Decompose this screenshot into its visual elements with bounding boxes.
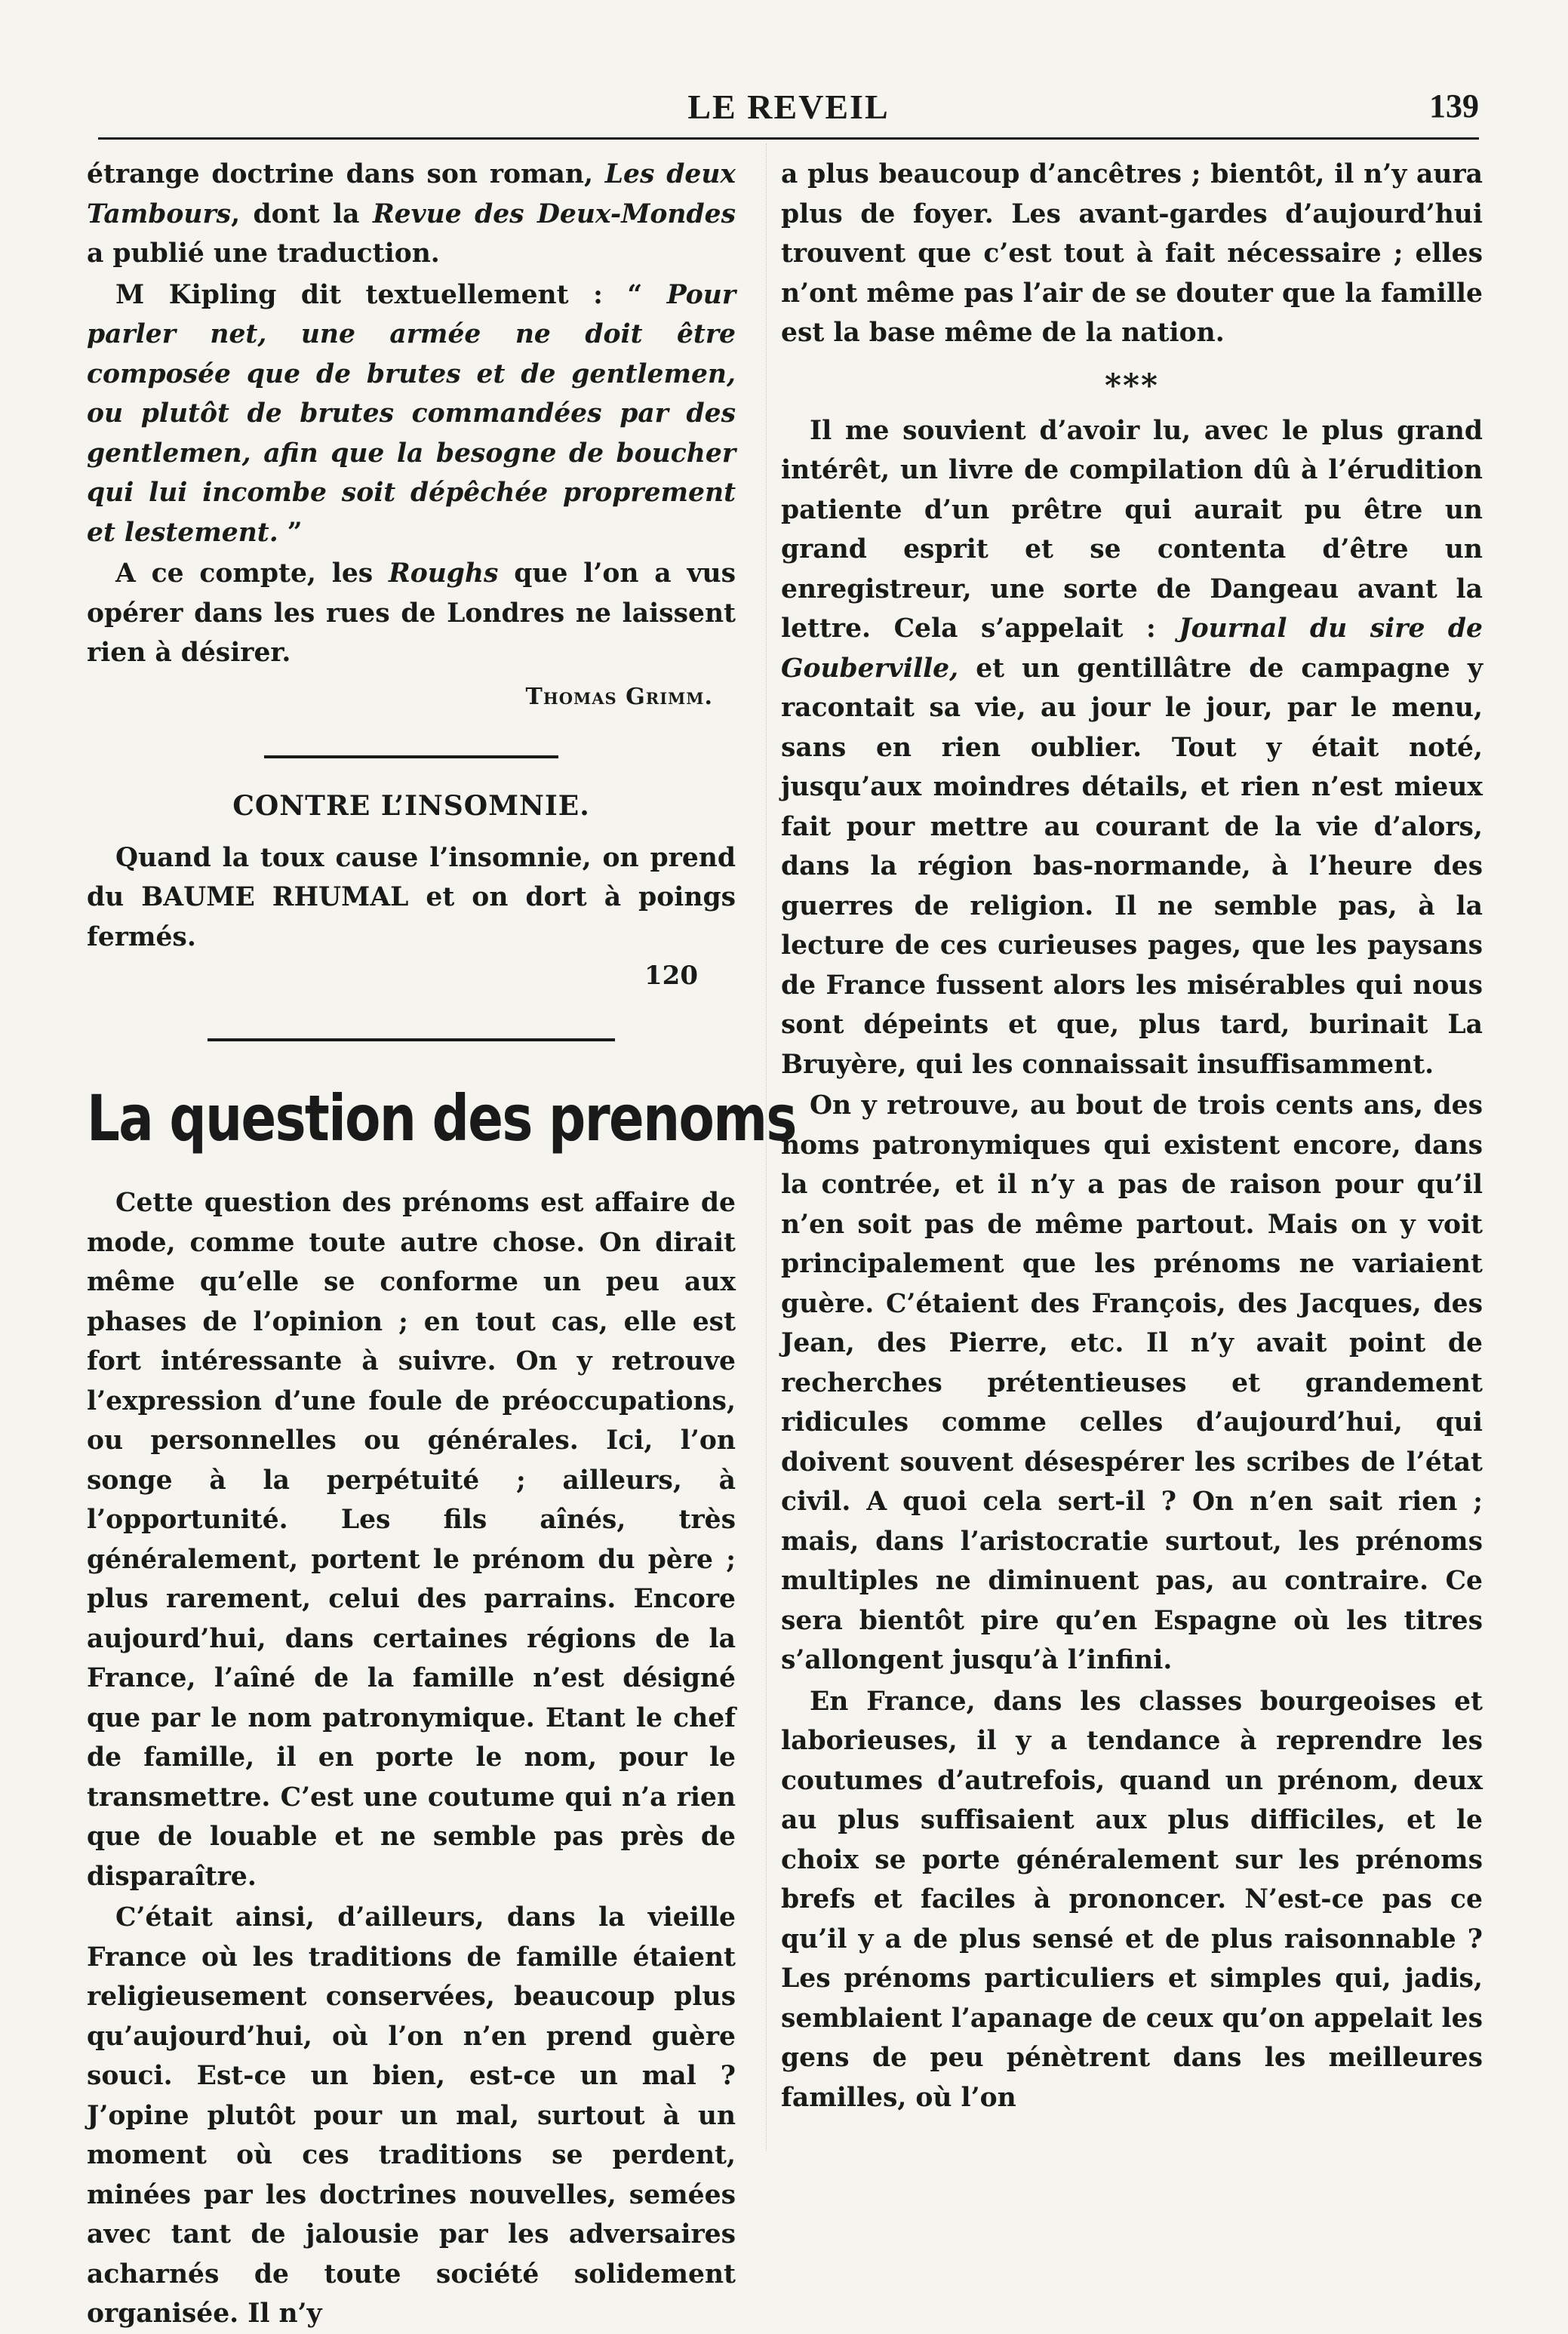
paragraph: En France, dans les classes bourgeoises et laborieuses, il y a tendance à reprendre les coutumes d’autrefois, quand un prénom, deux au plus suffisaient aux plus difficiles, et le choix se porte généralement sur les prénoms brefs et faciles à prononcer. N’est-ce pas ce qu’il y a de plus sensé et de plus raisonnable ? Les prénoms particuliers et simples qui, jadis, semblaient l’apanage de ceux qu’on appelait les gens de peu pénètrent dans les meilleures familles, où l’on (781, 1686, 1483, 2113)
text-run: ” (278, 517, 303, 548)
author-signature: Thomas Grimm. (525, 683, 713, 710)
right-column (781, 155, 1483, 2117)
paragraph (781, 411, 1483, 1085)
running-title: LE REVEIL (687, 88, 890, 126)
text-run: et un gentillâtre de campagne y racontait sa vie, au jour le jour, par le menu, sans en rien oublier. Tout y était noté, jusqu’aux moindres détails, et rien n’est mieux fait pour mettre au courant de la vie d’alors, dans la région bas-normande, à l’heure des guerres de religion. Il ne semble pas, à la lecture de ces curieuses pages, que les paysans de France fussent alors les misérables qui nous sont dépeints et que, plus tard, burinait La Bruyère, qui les connaissait insuffisamment. (781, 653, 1483, 1080)
text-run: , dont la (231, 198, 373, 229)
section-rule (264, 755, 558, 758)
ad-title: CONTRE L’INSOMNIE. (232, 789, 590, 822)
italic-run: Roughs (389, 558, 499, 589)
ad-number: 120 (644, 961, 698, 991)
asterism-separator: *** (1105, 366, 1159, 404)
page-header (98, 72, 1479, 132)
paragraph: On y retrouve, au bout de trois cents ans, des noms patronymiques qui existent encore, dans la contrée, et il n’y a pas de raison pour qu’il n’en soit pas de même partout. Mais on y voit principalement que les prénoms ne variaient guère. C’étaient des François, des Jacques, des Jean, des Pierre, etc. Il n’y avait point de recherches prétentieuses et grandement ridicules comme celles d’aujourd’hui, qui doivent souvent désespérer les scribes de l’état civil. A quoi cela sert-il ? On n’en sait rien ; mais, dans l’aristocratie surtout, les prénoms multiples ne diminuent pas, au contraire. Ce sera bientôt pire qu’en Espagne où les titres s’allongent jusqu’à l’infini. (781, 1090, 1483, 1675)
paragraph-kipling-quote (87, 275, 736, 553)
text-run: Il me souvient d’avoir lu, avec le plus grand intérêt, un livre de compilation dû à l’érudition patiente d’un prêtre qui aurait pu être un grand esprit et se contenta d’être un enregistreur, une sorte de Dangeau avant la lettre. Cela s’appelait : (781, 415, 1483, 644)
section-rule (208, 1038, 615, 1041)
italic-run: Revue des Deux-Mondes (372, 198, 736, 229)
text-run: que l’on a vus opérer dans les rues de Londres ne laissent rien à désirer. (87, 558, 736, 668)
text-run: M Kipling dit textuellement : “ (115, 279, 667, 310)
text-run: étrange doctrine dans son roman, (87, 159, 605, 189)
page-number: 139 (1429, 88, 1479, 125)
paragraph (87, 155, 736, 274)
left-column (87, 155, 796, 2334)
text-run: a publié une traduction. (87, 238, 440, 269)
ad-text: Quand la toux cause l’insomnie, on prend du BAUME RHUMAL et on dort à poings fermés. (87, 842, 736, 952)
article-title: La question des prenoms (87, 1081, 796, 1155)
header-rule (98, 137, 1479, 140)
paragraph: C’était ainsi, d’ailleurs, dans la vieille France où les traditions de famille étaient religieusement conservées, beaucoup plus qu’aujourd’hui, où l’on n’en prend guère souci. Est-ce un bien, est-ce un mal ? J’opine plutôt pour un mal, surtout à un moment où ces traditions se perdent, minées par les doctrines nouvelles, semées avec tant de jalousie par les adversaires acharnés de toute société solidement organisée. Il n’y (87, 1902, 736, 2329)
italic-run: Journal du sire de Gouberville, (781, 613, 1483, 684)
text-run: A ce compte, les (115, 558, 389, 589)
paragraph: Cette question des prénoms est affaire de mode, comme toute autre chose. On dirait même qu’elle se conforme un peu aux phases de l’opinion ; en tout cas, elle est fort intéressante à suivre. On y retrouve l’expression d’une foule de préoccupations, ou personnelles ou générales. Ici, l’on songe à la perpétuité ; ailleurs, à l’opportunité. Les fils aînés, très généralement, portent le prénom du père ; plus rarement, celui des parrains. Encore aujourd’hui, dans certaines régions de la France, l’aîné de la famille n’est désigné que par le nom patronymique. Etant le chef de famille, il en porte le nom, pour le transmettre. C’est une coutume qui n’a rien que de louable et ne semble pas près de disparaître. (87, 1188, 736, 1892)
italic-run: Les deux Tambours (87, 159, 736, 229)
italic-quote: Pour parler net, une armée ne doit être composée que de brutes et de gentlemen, ou plutôt de brutes commandées par des gentlemen, afin que la besogne de boucher qui lui incombe soit dépêchée proprement et lestement. (87, 279, 736, 548)
paragraph: a plus beaucoup d’ancêtres ; bientôt, il n’y aura plus de foyer. Les avant-gardes d’aujourd’hui trouvent que c’est tout à fait nécessaire ; elles n’ont même pas l’air de se douter que la famille est la base même de la nation. (781, 159, 1483, 348)
paragraph (87, 554, 736, 673)
